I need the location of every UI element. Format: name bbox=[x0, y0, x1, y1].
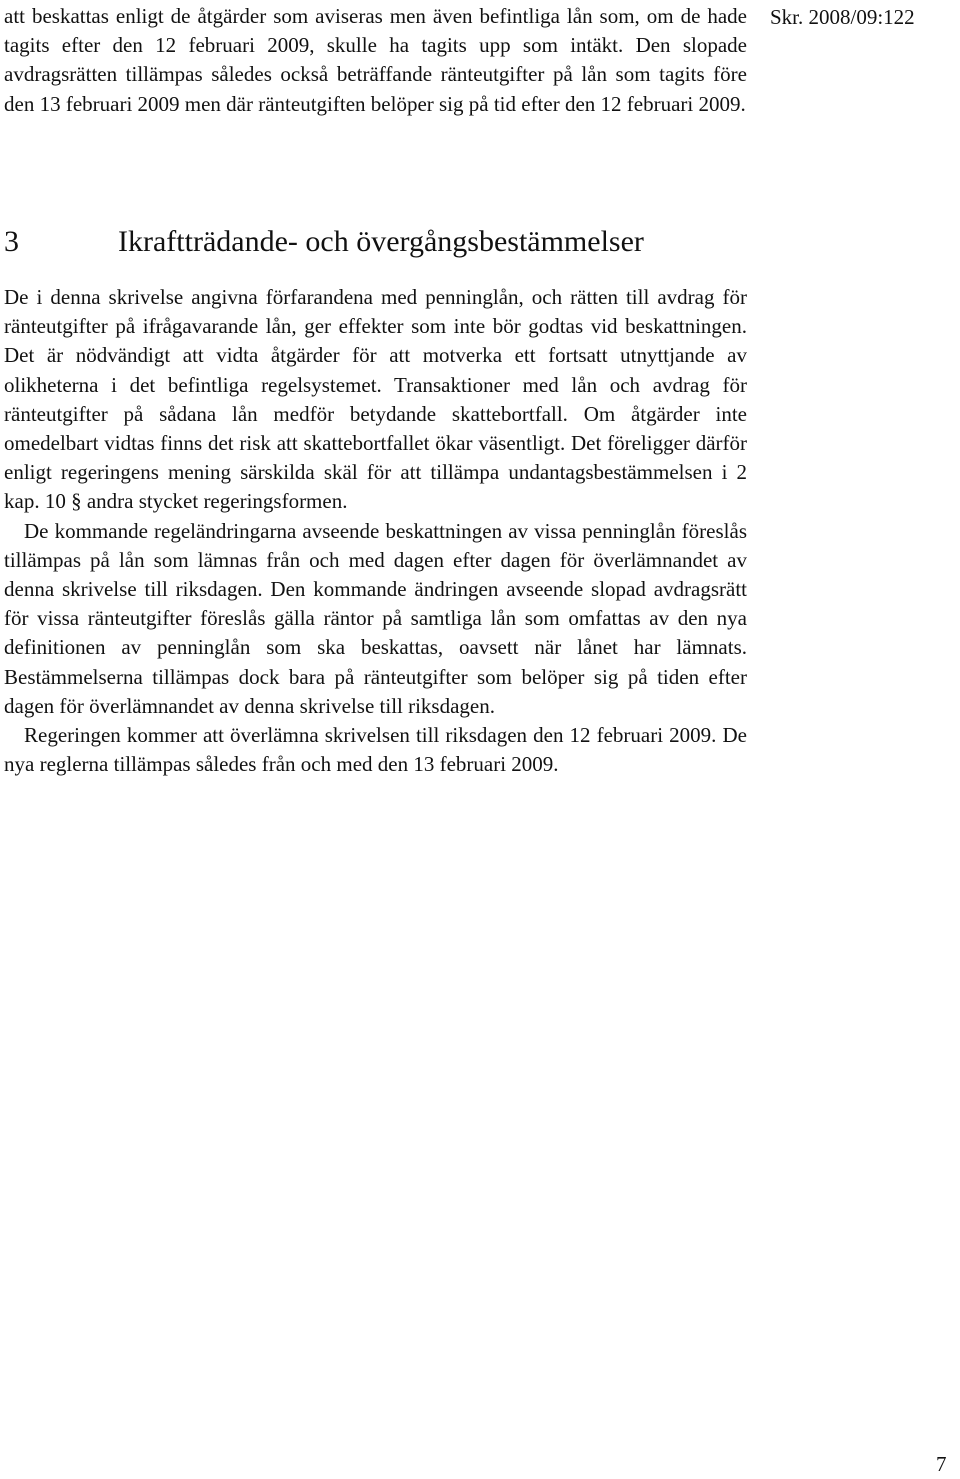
section-title: Ikraftträdande- och övergångsbestämmelser bbox=[118, 225, 644, 258]
intro-paragraph: att beskattas enligt de åtgärder som aviseras men även befintliga lån som, om de hade tagits efter den 12 februari 2009, skulle ha tagits upp som intäkt. Den slopade avdragsrätten tillämpas således också beträffande ränteutgifter på lån som tagits före den 13 februari 2009 men där ränteutgiften belöper sig på tid efter den 12 februari 2009. bbox=[4, 4, 747, 116]
intro-column bbox=[4, 0, 747, 119]
page-number: 7 bbox=[936, 1452, 947, 1476]
body-paragraph: Regeringen kommer att överlämna skrivelsen till riksdagen den 12 februari 2009. De nya reglerna tillämpas således från och med den 13 februari 2009. bbox=[4, 723, 747, 777]
section-heading bbox=[4, 224, 747, 260]
document-reference: Skr. 2008/09:122 bbox=[770, 5, 915, 29]
body-paragraph: De kommande regeländringarna avseende beskattningen av vissa penninglån föreslås tillämpas på lån som lämnas från och med dagen efter dagen för överlämnandet av denna skrivelse till riksdagen. Den kommande ändringen avseende slopad avdragsrätt för vissa ränteutgifter föreslås gälla räntor på samtliga lån som omfattas av den nya definitionen av penninglån som ska beskattas, oavsett när lånet har lämnats. Bestämmelserna tillämpas dock bara på ränteutgifter som belöper sig på tiden efter dagen för överlämnandet av denna skrivelse till riksdagen. bbox=[4, 518, 747, 718]
section-body bbox=[4, 283, 747, 779]
body-paragraph: De i denna skrivelse angivna förfarandena med penninglån, och rätten till avdrag för ränteutgifter på ifrågavarande lån, ger effekter som inte bör godtas vid beskattningen. Det är nödvändigt att vidta åtgärder för att motverka ett fortsatt utnyttjande av olikheterna i det befintliga regelsystemet. Transaktioner med lån och avdrag för ränteutgifter på sådana lån medför betydande skattebortfall. Om åtgärder inte omedelbart vidtas finns det risk att skattebortfallet ökar väsentligt. Det föreligger därför enligt regeringens mening särskilda skäl för att tillämpa undantagsbestämmelsen i 2 kap. 10 § andra stycket regeringsformen. bbox=[4, 285, 747, 514]
section-number: 3 bbox=[4, 225, 19, 258]
